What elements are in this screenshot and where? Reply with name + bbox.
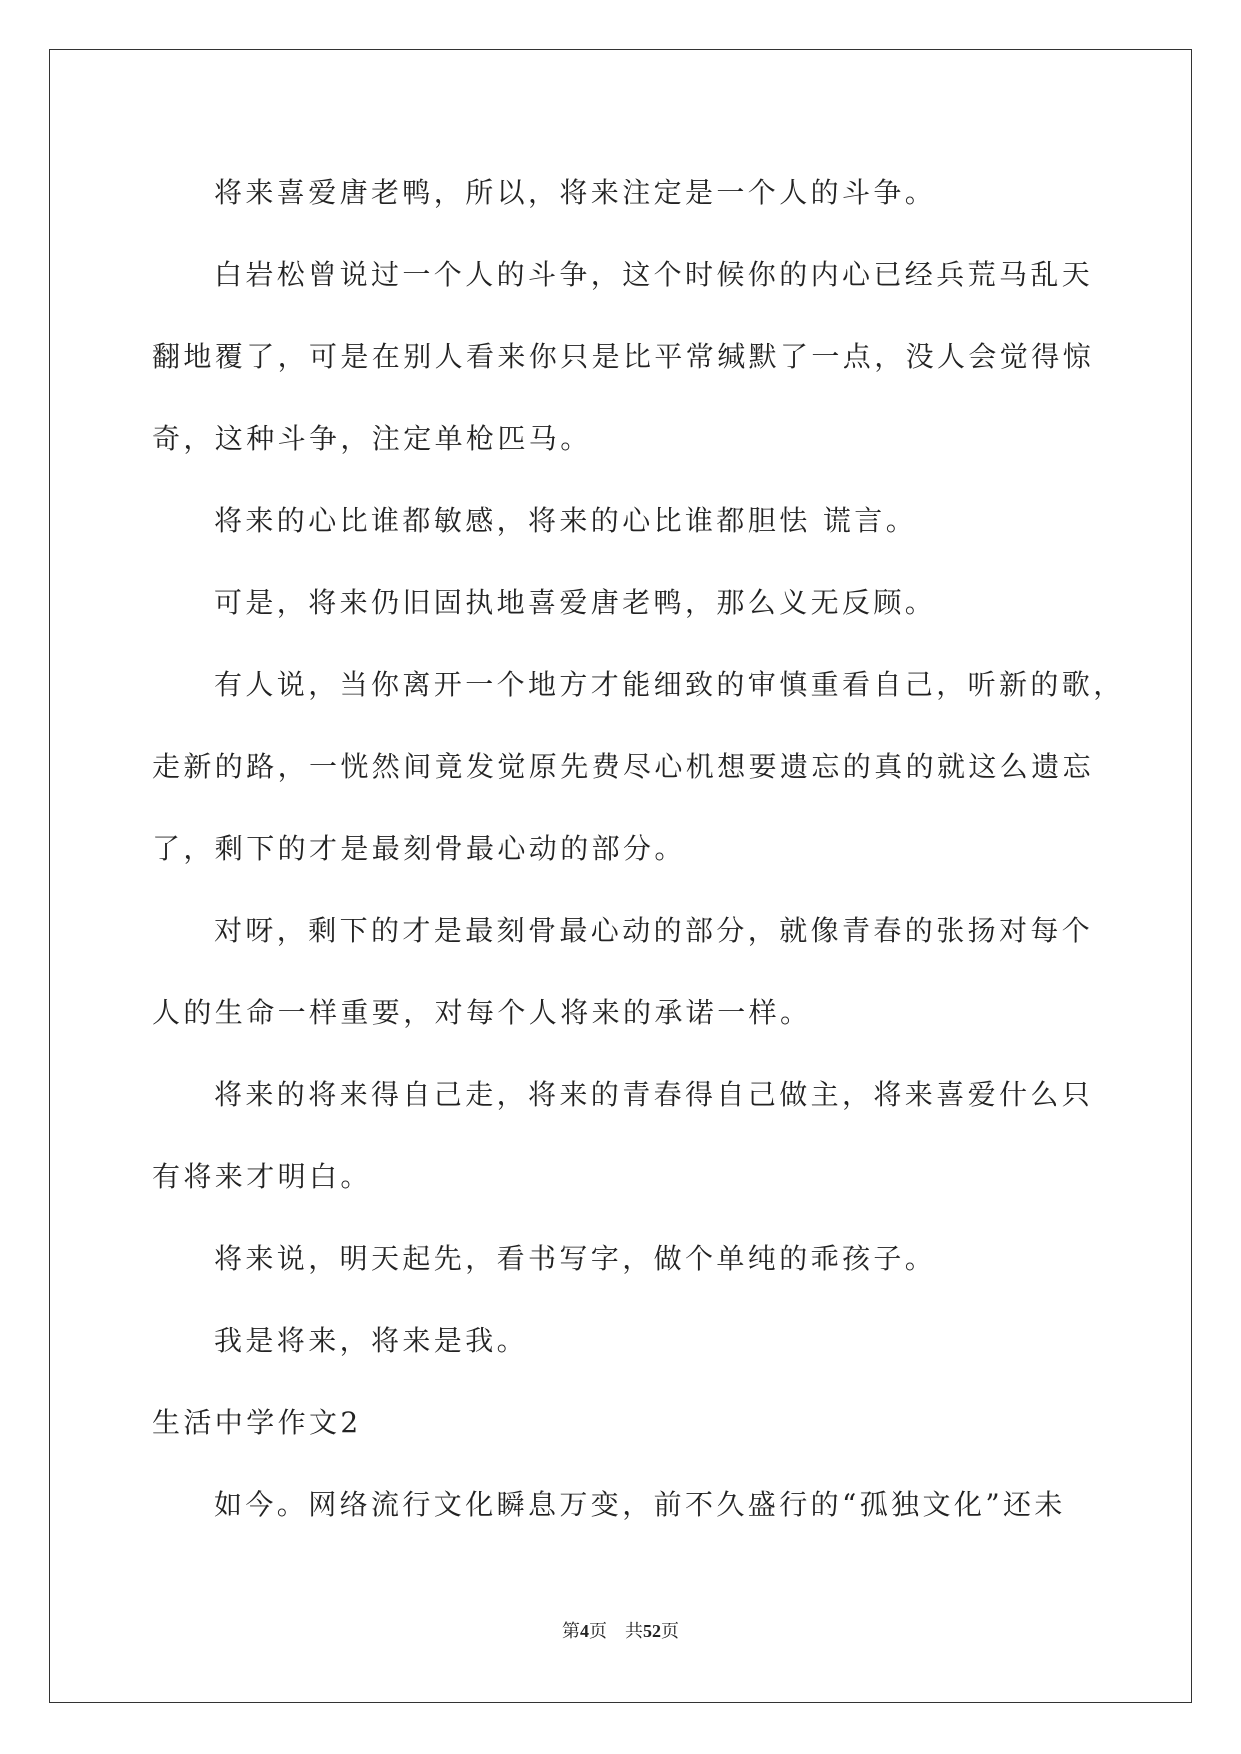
current-page-number: 4 [580, 1621, 589, 1641]
paragraph-line: 走新的路，一恍然间竟发觉原先费尽心机想要遗忘的真的就这么遗忘 [152, 750, 1095, 783]
total-page-count: 52 [643, 1621, 661, 1641]
paragraph-line: 我是将来，将来是我。 [214, 1324, 529, 1357]
paragraph-line: 将来的心比谁都敏感，将来的心比谁都胆怯 谎言。 [214, 504, 918, 537]
page-footer [0, 1619, 1241, 1643]
paragraph-line: 将来喜爱唐老鸭，所以，将来注定是一个人的斗争。 [214, 176, 937, 209]
paragraph-line: 翻地覆了，可是在别人看来你只是比平常缄默了一点，没人会觉得惊 [152, 340, 1095, 373]
footer-mid: 页 共 [589, 1621, 643, 1641]
paragraph-line: 有人说，当你离开一个地方才能细致的审慎重看自己，听新的歌， [214, 668, 1125, 701]
paragraph-line: 有将来才明白。 [152, 1160, 372, 1193]
section-heading: 生活中学作文2 [152, 1406, 362, 1439]
paragraph-line: 奇，这种斗争，注定单枪匹马。 [152, 422, 592, 455]
paragraph-line: 人的生命一样重要，对每个人将来的承诺一样。 [152, 996, 812, 1029]
footer-prefix: 第 [562, 1621, 580, 1641]
page-border [49, 49, 1192, 1703]
paragraph-line: 将来说，明天起先，看书写字，做个单纯的乖孩子。 [214, 1242, 937, 1275]
footer-suffix: 页 [661, 1621, 679, 1641]
paragraph-line: 对呀，剩下的才是最刻骨最心动的部分，就像青春的张扬对每个 [214, 914, 1094, 947]
paragraph-line: 了，剩下的才是最刻骨最心动的部分。 [152, 832, 686, 865]
paragraph-line: 白岩松曾说过一个人的斗争，这个时候你的内心已经兵荒马乱天 [214, 258, 1094, 291]
paragraph-line: 可是，将来仍旧固执地喜爱唐老鸭，那么义无反顾。 [214, 586, 937, 619]
paragraph-line: 如今。网络流行文化瞬息万变，前不久盛行的“孤独文化”还未 [214, 1488, 1066, 1521]
paragraph-line: 将来的将来得自己走，将来的青春得自己做主，将来喜爱什么只 [214, 1078, 1094, 1111]
